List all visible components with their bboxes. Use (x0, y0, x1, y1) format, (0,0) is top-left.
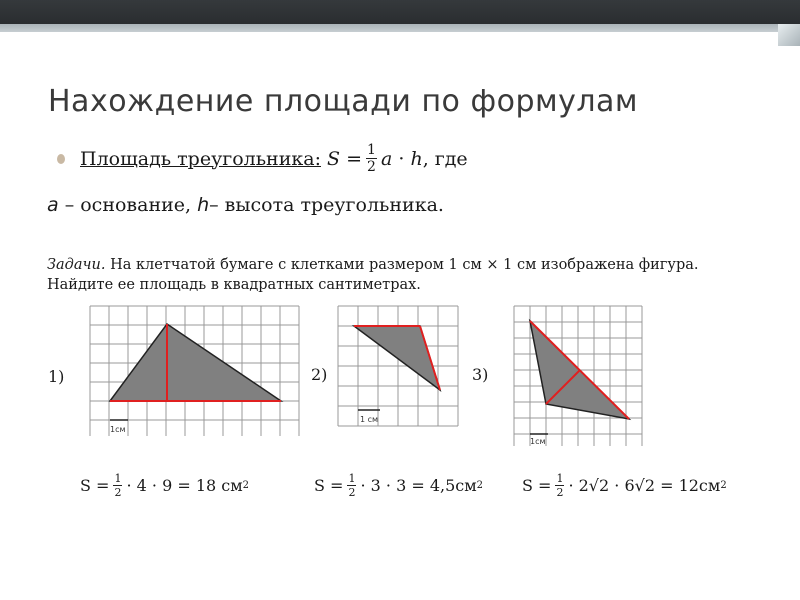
formula-3-num: 1 (556, 472, 564, 485)
formula-tail: , где (422, 147, 468, 170)
figure-2-label: 2) (311, 365, 328, 384)
figure-1-unit: 1см (110, 425, 126, 434)
figure-2-grid (338, 306, 464, 428)
figure-2-triangle (354, 326, 440, 390)
formula-2-sup: 2 (476, 480, 484, 491)
formula-1-fraction (113, 473, 122, 498)
formula-3-fraction (555, 473, 564, 498)
formula-1-sup: 2 (242, 480, 250, 491)
tasks-lead: Задачи. (47, 257, 106, 273)
figure-1-label: 1) (48, 367, 65, 386)
formula-3-den: 2 (556, 486, 564, 499)
formula-2-den: 2 (348, 486, 356, 499)
formula-1-num: 1 (114, 472, 122, 485)
formula-1-body: · 4 · 9 = 18 см (126, 476, 243, 495)
slide-title: Нахождение площади по формулам (48, 84, 639, 119)
formula-1-den: 2 (114, 486, 122, 499)
formula-a: a (380, 147, 393, 170)
figure-3-unit: 1см (530, 437, 546, 446)
definition-h: h (197, 194, 210, 216)
formula-3-prefix: S = (522, 476, 552, 495)
figure-2-unit: 1 см (360, 415, 379, 424)
figure-3-grid (514, 306, 646, 448)
formula-2-num: 1 (348, 472, 356, 485)
formula-2-fraction (347, 473, 356, 498)
formula-label: Площадь треугольника: (80, 147, 321, 170)
tasks-paragraph (47, 255, 767, 295)
slide-corner-decoration (778, 24, 800, 46)
figure-3-label: 3) (472, 365, 489, 384)
formula-2-body: · 3 · 3 = 4,5см (360, 476, 477, 495)
fraction-numerator: 1 (367, 142, 376, 158)
formula-fraction (366, 143, 377, 174)
definition-a: a (47, 194, 59, 216)
definition-a-text: – основание, (58, 194, 198, 216)
slide-top-bar (0, 0, 800, 24)
formula-1 (80, 473, 249, 498)
definition-line (47, 194, 444, 216)
figure-1-grid (90, 306, 302, 438)
slide-accent-bar (0, 24, 800, 32)
formula-3-body: · 2√2 · 6√2 = 12см (568, 476, 721, 495)
formula-s: S (327, 147, 341, 170)
formula-3-sup: 2 (720, 480, 727, 491)
formula-equals: = (346, 147, 363, 170)
tasks-text: На клетчатой бумаге с клетками размером 1 см × 1 см изображена фигура. Найдите ее площадь в квадратных сантиметрах. (47, 257, 699, 293)
fraction-denominator: 2 (367, 159, 376, 175)
formula-2 (314, 473, 483, 498)
triangle-area-formula (80, 143, 468, 174)
formula-1-prefix: S = (80, 476, 110, 495)
formula-h: h (410, 147, 423, 170)
formula-3 (522, 473, 727, 498)
formula-2-prefix: S = (314, 476, 344, 495)
formula-dot: · (398, 147, 405, 170)
definition-h-text: – высота треугольника. (209, 194, 444, 216)
bullet-icon (57, 154, 65, 164)
